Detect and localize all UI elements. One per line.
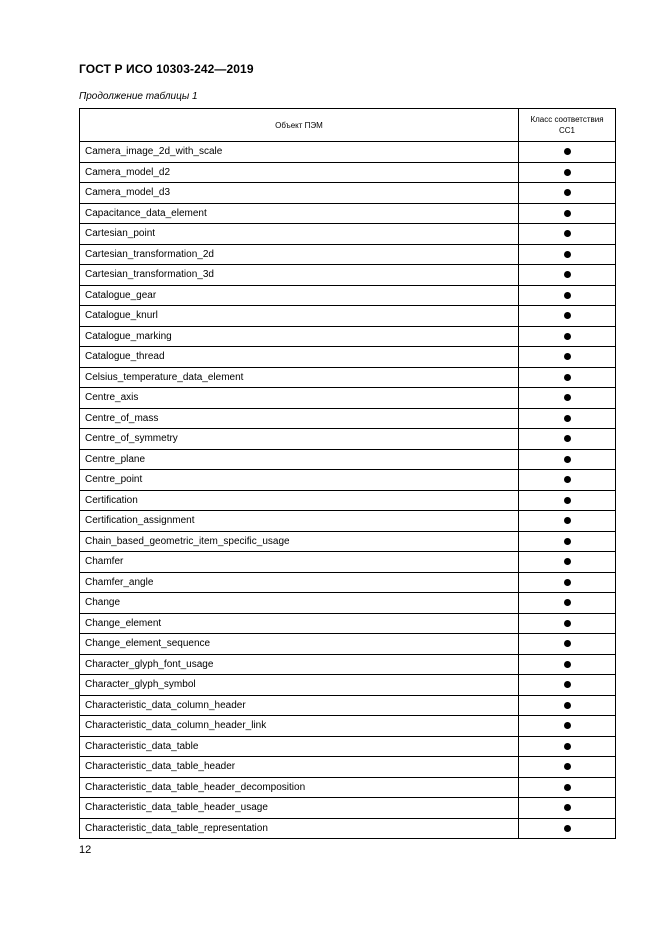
table-row <box>80 265 616 286</box>
table-row <box>80 572 616 593</box>
filled-dot-icon <box>564 292 571 299</box>
page-number: 12 <box>79 844 92 856</box>
filled-dot-icon <box>564 374 571 381</box>
object-name-cell: Catalogue_marking <box>80 326 519 347</box>
filled-dot-icon <box>564 312 571 319</box>
table-row <box>80 142 616 163</box>
table-row <box>80 675 616 696</box>
cc1-cell <box>519 552 616 573</box>
table-row <box>80 634 616 655</box>
object-name-cell: Certification_assignment <box>80 511 519 532</box>
object-name-cell: Cartesian_point <box>80 224 519 245</box>
object-name-cell: Centre_plane <box>80 449 519 470</box>
filled-dot-icon <box>564 271 571 278</box>
cc1-cell <box>519 429 616 450</box>
object-name-cell: Character_glyph_symbol <box>80 675 519 696</box>
table-row <box>80 531 616 552</box>
table-row <box>80 552 616 573</box>
table-row <box>80 736 616 757</box>
cc1-cell <box>519 613 616 634</box>
object-name-cell: Camera_image_2d_with_scale <box>80 142 519 163</box>
filled-dot-icon <box>564 784 571 791</box>
object-name-cell: Centre_axis <box>80 388 519 409</box>
cc1-cell <box>519 490 616 511</box>
object-name-cell: Chain_based_geometric_item_specific_usage <box>80 531 519 552</box>
table-row <box>80 367 616 388</box>
cc1-cell <box>519 695 616 716</box>
table-caption: Продолжение таблицы 1 <box>79 91 198 102</box>
table-row <box>80 347 616 368</box>
table-row <box>80 326 616 347</box>
cc1-cell <box>519 162 616 183</box>
cc1-cell <box>519 408 616 429</box>
object-name-cell: Camera_model_d3 <box>80 183 519 204</box>
cc1-cell <box>519 449 616 470</box>
object-name-cell: Catalogue_thread <box>80 347 519 368</box>
filled-dot-icon <box>564 804 571 811</box>
filled-dot-icon <box>564 456 571 463</box>
object-name-cell: Cartesian_transformation_3d <box>80 265 519 286</box>
filled-dot-icon <box>564 579 571 586</box>
object-name-cell: Characteristic_data_table_representation <box>80 818 519 839</box>
filled-dot-icon <box>564 825 571 832</box>
table-row <box>80 449 616 470</box>
filled-dot-icon <box>564 702 571 709</box>
filled-dot-icon <box>564 148 571 155</box>
cc1-cell <box>519 736 616 757</box>
filled-dot-icon <box>564 640 571 647</box>
cc1-cell <box>519 593 616 614</box>
cc1-cell <box>519 818 616 839</box>
object-name-cell: Centre_point <box>80 470 519 491</box>
object-name-cell: Cartesian_transformation_2d <box>80 244 519 265</box>
table-row <box>80 203 616 224</box>
document-header: ГОСТ Р ИСО 10303-242—2019 <box>79 62 254 76</box>
cc1-cell <box>519 244 616 265</box>
cc1-cell <box>519 716 616 737</box>
filled-dot-icon <box>564 230 571 237</box>
cc1-cell <box>519 388 616 409</box>
object-name-cell: Celsius_temperature_data_element <box>80 367 519 388</box>
filled-dot-icon <box>564 681 571 688</box>
table-row <box>80 695 616 716</box>
cc1-cell <box>519 142 616 163</box>
object-name-cell: Characteristic_data_column_header <box>80 695 519 716</box>
cc1-cell <box>519 511 616 532</box>
cc1-cell <box>519 367 616 388</box>
object-name-cell: Chamfer_angle <box>80 572 519 593</box>
table-row <box>80 388 616 409</box>
cc1-cell <box>519 265 616 286</box>
filled-dot-icon <box>564 558 571 565</box>
filled-dot-icon <box>564 333 571 340</box>
table-row <box>80 777 616 798</box>
cc1-cell <box>519 757 616 778</box>
object-name-cell: Centre_of_symmetry <box>80 429 519 450</box>
object-name-cell: Camera_model_d2 <box>80 162 519 183</box>
table-row <box>80 285 616 306</box>
cc1-cell <box>519 326 616 347</box>
table-row <box>80 306 616 327</box>
table-row <box>80 183 616 204</box>
object-name-cell: Characteristic_data_table_header <box>80 757 519 778</box>
column-header-object: Объект ПЭМ <box>80 109 519 142</box>
filled-dot-icon <box>564 415 571 422</box>
cc1-cell <box>519 531 616 552</box>
filled-dot-icon <box>564 722 571 729</box>
table-row <box>80 244 616 265</box>
table-row <box>80 470 616 491</box>
object-name-cell: Characteristic_data_table_header_decomposition <box>80 777 519 798</box>
table-row <box>80 408 616 429</box>
filled-dot-icon <box>564 497 571 504</box>
filled-dot-icon <box>564 599 571 606</box>
table-body <box>80 142 616 839</box>
object-name-cell: Change <box>80 593 519 614</box>
cc1-cell <box>519 306 616 327</box>
table-row <box>80 429 616 450</box>
cc1-cell <box>519 777 616 798</box>
object-name-cell: Characteristic_data_column_header_link <box>80 716 519 737</box>
object-name-cell: Catalogue_gear <box>80 285 519 306</box>
object-name-cell: Character_glyph_font_usage <box>80 654 519 675</box>
filled-dot-icon <box>564 189 571 196</box>
table-row <box>80 162 616 183</box>
cc1-cell <box>519 798 616 819</box>
table-row <box>80 798 616 819</box>
object-name-cell: Centre_of_mass <box>80 408 519 429</box>
cc1-cell <box>519 285 616 306</box>
cc1-cell <box>519 675 616 696</box>
table-row <box>80 224 616 245</box>
filled-dot-icon <box>564 169 571 176</box>
cc1-cell <box>519 183 616 204</box>
filled-dot-icon <box>564 620 571 627</box>
object-name-cell: Change_element_sequence <box>80 634 519 655</box>
object-name-cell: Certification <box>80 490 519 511</box>
object-name-cell: Catalogue_knurl <box>80 306 519 327</box>
object-name-cell: Capacitance_data_element <box>80 203 519 224</box>
table-header <box>80 109 616 142</box>
table-row <box>80 757 616 778</box>
filled-dot-icon <box>564 661 571 668</box>
filled-dot-icon <box>564 394 571 401</box>
filled-dot-icon <box>564 251 571 258</box>
cc1-cell <box>519 654 616 675</box>
table-row <box>80 511 616 532</box>
table-row <box>80 613 616 634</box>
cc1-cell <box>519 572 616 593</box>
cc1-cell <box>519 347 616 368</box>
cc1-cell <box>519 224 616 245</box>
column-header-class-line2: CC1 <box>558 126 575 135</box>
filled-dot-icon <box>564 476 571 483</box>
filled-dot-icon <box>564 353 571 360</box>
filled-dot-icon <box>564 538 571 545</box>
cc1-cell <box>519 470 616 491</box>
filled-dot-icon <box>564 763 571 770</box>
cc1-cell <box>519 203 616 224</box>
cc1-cell <box>519 634 616 655</box>
column-header-class <box>519 109 616 142</box>
table-row <box>80 490 616 511</box>
filled-dot-icon <box>564 743 571 750</box>
object-name-cell: Characteristic_data_table_header_usage <box>80 798 519 819</box>
table-row <box>80 593 616 614</box>
filled-dot-icon <box>564 435 571 442</box>
conformance-table <box>79 108 616 839</box>
table-row <box>80 654 616 675</box>
filled-dot-icon <box>564 517 571 524</box>
filled-dot-icon <box>564 210 571 217</box>
column-header-class-line1: Класс соответствия <box>530 115 604 124</box>
object-name-cell: Characteristic_data_table <box>80 736 519 757</box>
table-row <box>80 818 616 839</box>
table-header-row <box>80 109 616 142</box>
object-name-cell: Change_element <box>80 613 519 634</box>
table-row <box>80 716 616 737</box>
object-name-cell: Chamfer <box>80 552 519 573</box>
